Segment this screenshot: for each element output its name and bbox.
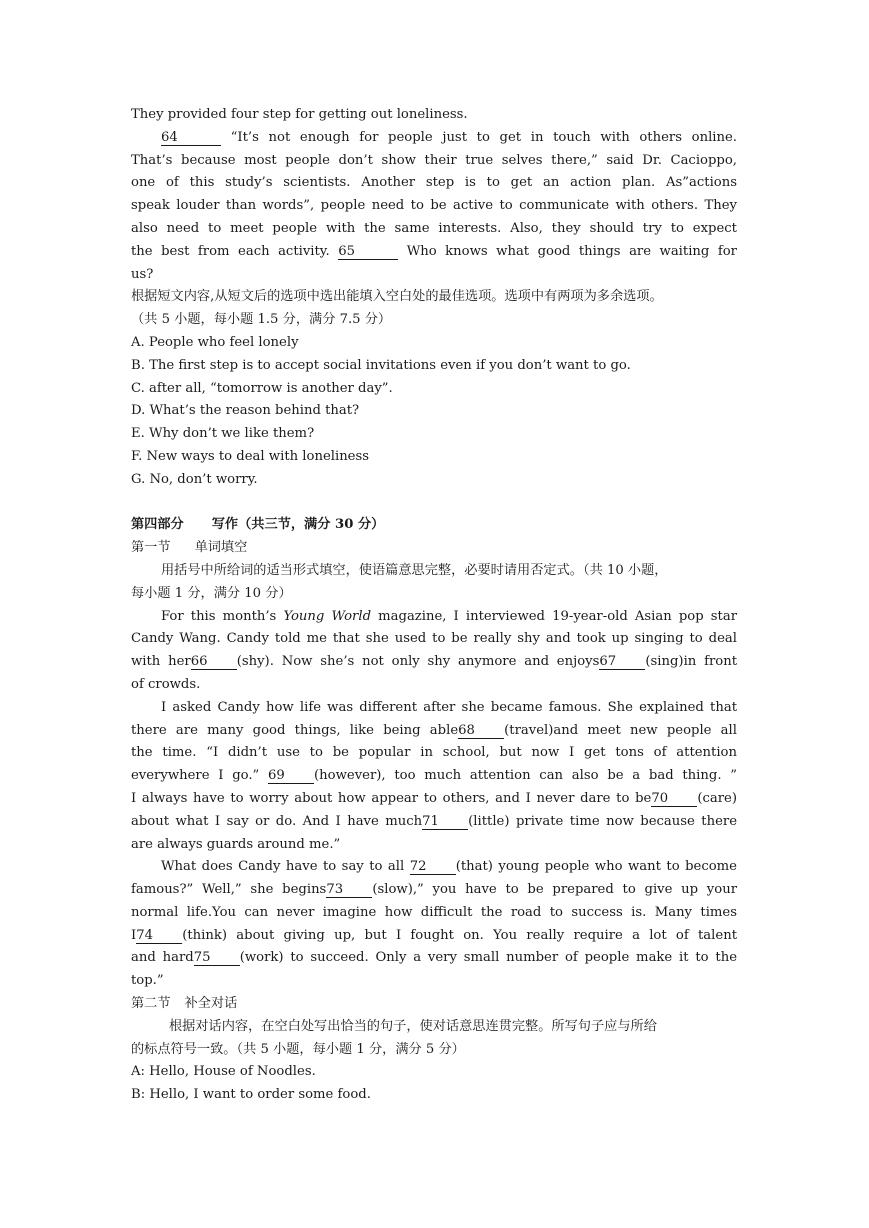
passage-line: there are many good things, like being able68 (travel)and meet new people all [131,722,737,738]
passage-line: Candy Wang. Candy told me that she used to be really shy and took up singing to deal [131,631,737,647]
option-a: A. People who feel lonely [131,334,299,350]
answer-blank-72: 72 [410,859,456,875]
answer-blank-71: 71 [422,814,468,830]
dialog-line: B: Hello, I want to order some food. [131,1087,371,1103]
section-heading: 第二节 补全对话 [131,996,238,1012]
option-f: F. New ways to deal with loneliness [131,448,370,464]
passage-line: normal life.You can never imagine how difficult the road to success is. Many times [131,904,737,920]
passage-line: the best from each activity. 65 Who knows what good things are waiting for [131,243,737,259]
instruction-line: 用括号中所给词的适当形式填空，使语篇意思完整，必要时请用否定式。（共 10 小题， [161,562,668,578]
answer-blank-73: 73 [326,882,372,898]
passage-line: 64 “It’s not enough for people just to get in touch with others online. [161,129,737,145]
passage-line: about what I say or do. And I have much71 (little) private time now because there [131,813,737,829]
spacer [131,492,737,515]
answer-blank-70: 70 [651,791,697,807]
answer-blank-68: 68 [458,723,504,739]
passage-line: famous?” Well,” she begins73 (slow),” you have to be prepared to give up your [131,882,737,898]
dialog-line: A: Hello, House of Noodles. [131,1064,316,1080]
answer-blank-67: 67 [599,654,645,670]
passage-line: I74 (think) about giving up, but I fought on. You really require a lot of talent [131,927,737,943]
answer-blank-66: 66 [191,654,237,670]
answer-blank-65: 65 [338,244,398,260]
passage-line: everywhere I go.” 69 (however), too much attention can also be a bad thing. ” [131,768,737,784]
instruction-line: 根据短文内容,从短文后的选项中选出能填入空白处的最佳选项。选项中有两项为多余选项。 [131,289,663,305]
instruction-line: 根据对话内容，在空白处写出恰当的句子，使对话意思连贯完整。所写句子应与所给 [169,1018,657,1034]
passage-line: us? [131,266,154,282]
passage-line: For this month’s Young World magazine, I interviewed 19-year-old Asian pop star [161,608,737,624]
instruction-line: 每小题 1 分，满分 10 分） [131,585,292,601]
answer-blank-69: 69 [268,768,314,784]
option-g: G. No, don’t worry. [131,471,258,487]
passage-line: I asked Candy how life was different after she became famous. She explained that [161,699,737,715]
passage-line: top.” [131,973,164,989]
passage-line: They provided four step for getting out loneliness. [131,107,468,122]
passage-line: What does Candy have to say to all 72 (that) young people who want to become [161,859,737,875]
option-e: E. Why don’t we like them? [131,426,315,442]
option-d: D. What’s the reason behind that? [131,403,360,419]
passage-line: speak louder than words”, people need to be active to communicate with others. They [131,198,737,214]
passage-line: also need to meet people with the same interests. Also, they should try to expect [131,220,737,236]
instruction-line: 的标点符号一致。（共 5 小题，每小题 1 分，满分 5 分） [131,1041,465,1057]
passage-line: are always guards around me.” [131,836,341,852]
passage-line: one of this study’s scientists. Another step is to get an action plan. As”actions [131,175,737,191]
passage-line: and hard75 (work) to succeed. Only a very small number of people make it to the [131,950,738,966]
passage-line: I always have to worry about how appear to others, and I never dare to be70 (care) [131,790,737,806]
option-c: C. after all, “tomorrow is another day”. [131,380,393,396]
passage-line: the time. “I didn’t use to be popular in school, but now I get tons of attention [131,745,737,761]
option-b: B. The first step is to accept social invitations even if you don’t want to go. [131,357,631,373]
section-heading: 第一节 单词填空 [131,540,248,556]
passage-line: That’s because most people don’t show their true selves there,” said Dr. Cacioppo, [131,152,737,168]
passage-line: of crowds. [131,676,201,692]
part-heading: 第四部分 写作（共三节，满分 30 分） [131,517,385,533]
answer-blank-75: 75 [194,950,240,966]
answer-blank-74: 74 [136,928,182,944]
instruction-line: （共 5 小题，每小题 1.5 分，满分 7.5 分） [131,312,392,328]
document-page [131,104,737,1107]
passage-line: with her66 (shy). Now she’s not only shy anymore and enjoys67 (sing)in front [131,654,738,670]
answer-blank-64: 64 [161,130,221,146]
